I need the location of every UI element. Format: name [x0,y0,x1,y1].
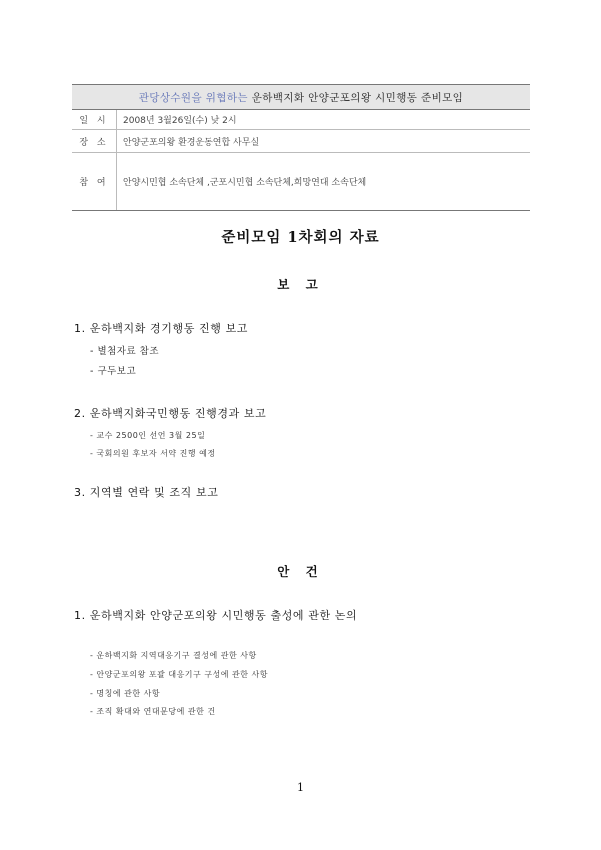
info-value: 2008년 3월26일(수) 낮 2시 [117,110,531,130]
meeting-info-table [72,84,530,211]
info-label: 장 소 [72,130,117,153]
document-title: 준비모임 1차회의 자료 [221,229,380,246]
agenda-subitem: - 조직 확대와 연대문당에 관한 건 [90,707,216,716]
report-subitem: - 교수 2500인 선언 3월 25일 [90,431,206,440]
header-title-main: 운하백지화 안양군포의왕 시민행동 준비모임 [251,91,464,104]
info-value: 안양군포의왕 환경운동연합 사무실 [117,130,531,153]
page-number: 1 [297,781,304,794]
report-heading: 보 고 [277,277,324,292]
info-value: 안양시민협 소속단체 ,군포시민협 소속단체,희망연대 소속단체 [117,153,531,211]
agenda-subitem: - 명칭에 관한 사항 [90,689,161,698]
info-row-datetime [72,110,530,130]
report-item: 2. 운하백지화국민행동 진행경과 보고 [74,407,267,420]
info-row-participants [72,153,530,211]
header-title-row [72,85,530,110]
agenda-subitem: - 안양군포의왕 포괄 대응기구 구성에 관한 사항 [90,670,268,679]
report-item: 1. 운하백지화 경기행동 진행 보고 [74,322,249,335]
info-label: 참 여 [72,153,117,211]
agenda-heading: 안 건 [277,564,324,579]
report-subitem: - 구두보고 [90,366,137,377]
agenda-item: 1. 운하백지화 안양군포의왕 시민행동 출성에 관한 논의 [74,609,358,622]
report-item: 3. 지역별 연락 및 조직 보고 [74,486,219,499]
agenda-subitem: - 운하백지화 지역대응기구 결성에 관한 사항 [90,651,257,660]
report-subitem: - 국회의원 후보자 서약 진행 예정 [90,449,216,458]
info-label: 일 시 [72,110,117,130]
header-title [72,85,530,110]
info-row-place [72,130,530,153]
report-subitem: - 별첨자료 참조 [90,346,160,357]
header-title-prefix: 관당상수원을 위협하는 [138,91,248,104]
